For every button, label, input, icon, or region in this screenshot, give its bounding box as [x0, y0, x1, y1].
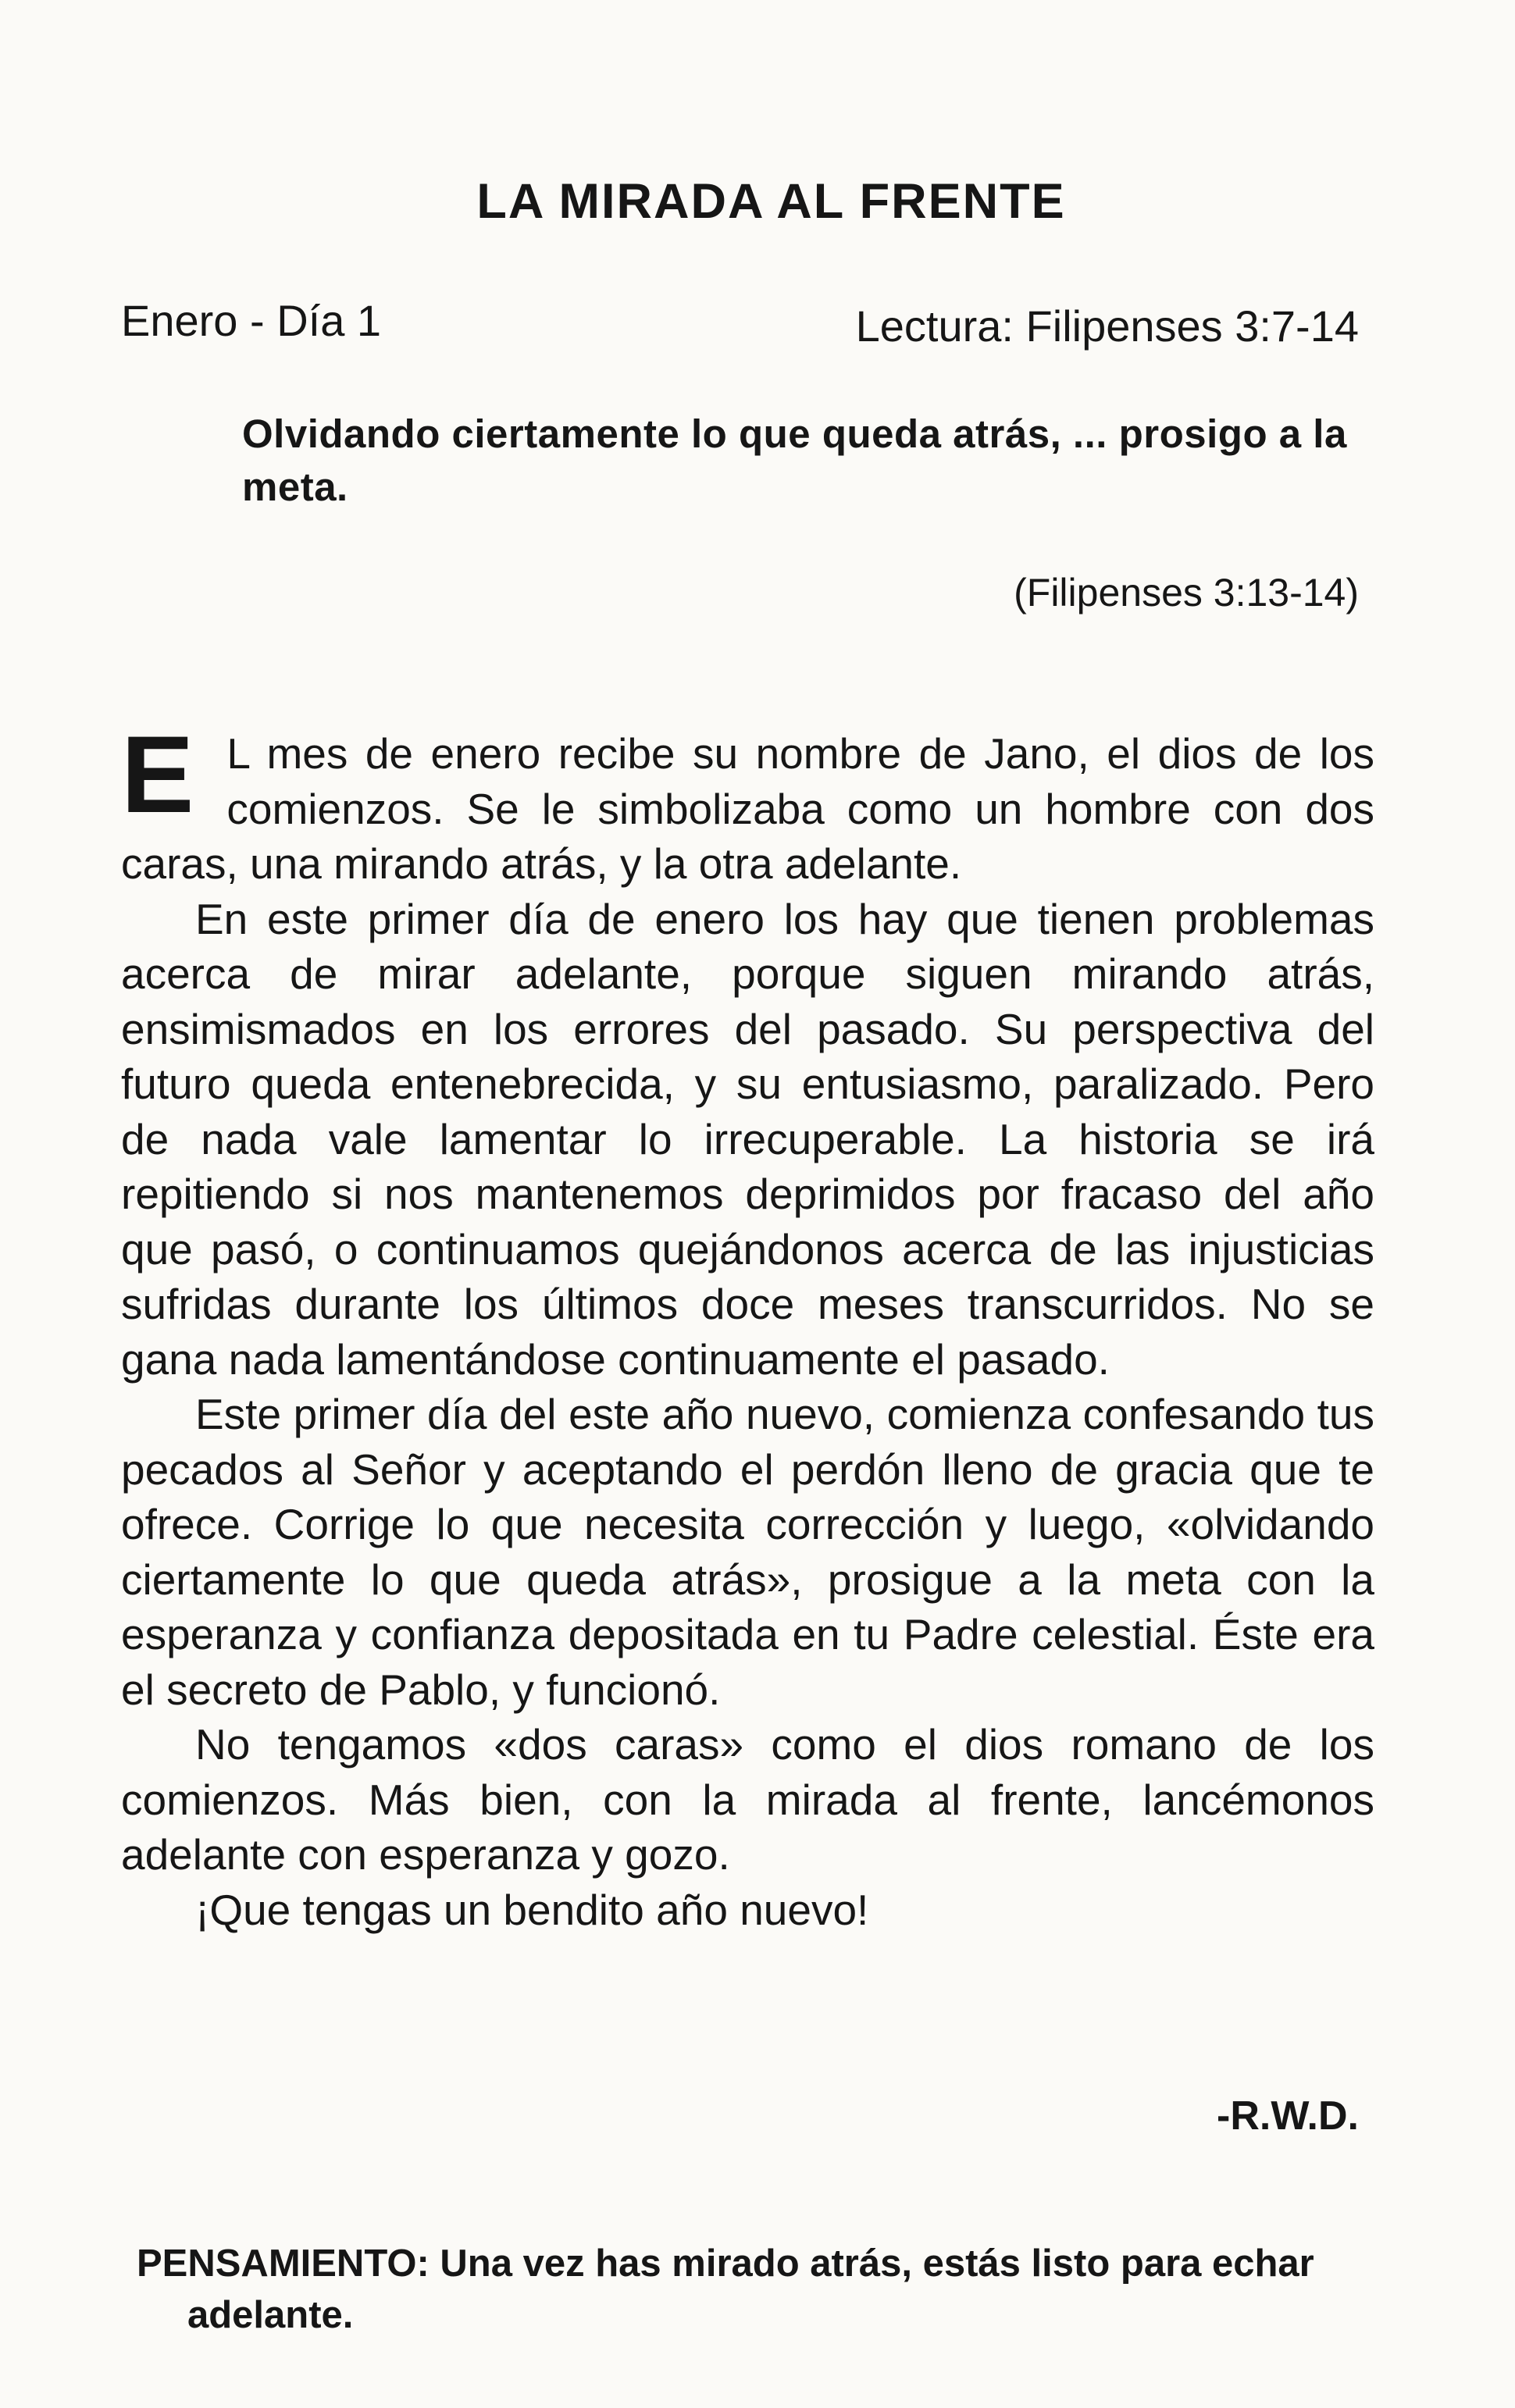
verse-reference: (Filipenses 3:13-14) [1014, 571, 1359, 614]
paragraph-1-text: L mes de enero recibe su nombre de Jano, el dios de los comienzos. Se le simbolizaba como un hombre con dos caras, una mirando atrás, y la otra adelante. [121, 729, 1374, 888]
key-verse: Olvidando ciertamente lo que queda atrás, ... prosigo a la meta. [242, 411, 1347, 509]
paragraph-5: ¡Que tengas un bendito año nuevo! [195, 1885, 869, 1934]
paragraph-1 [121, 713, 1374, 892]
paragraph-2: En este primer día de enero los hay que tienen problemas acerca de mirar adelante, porque siguen mirando atrás, ensimismados en los errores del pasado. Su perspectiva del futuro queda entenebrecida, y su entusiasmo, paralizado. Pero de nada vale lamentar lo irrecuperable. La historia se irá repitiendo si nos mantenemos deprimidos por fracaso del año que pasó, o continuamos quejándonos acerca de las injusticias sufridas durante los últimos doce meses transcurridos. No se gana nada lamentándose continuamente el pasado. [121, 894, 1374, 1384]
day-label: Enero - Día 1 [121, 296, 382, 345]
paragraph-3: Este primer día del este año nuevo, comienza confesando tus pecados al Señor y aceptando el perdón lleno de gracia que te ofrece. Corrige lo que necesita corrección y luego, «olvidando ciertamente lo que queda atrás», prosigue a la meta con la esperanza y confianza depositada en tu Padre celestial. Éste era el secreto de Pablo, y funcionó. [121, 1390, 1374, 1714]
paragraph-4: No tengamos «dos caras» como el dios romano de los comienzos. Más bien, con la mirada al frente, lancémonos adelante con esperanza y gozo. [121, 1720, 1374, 1879]
author-signature: -R.W.D. [1217, 2093, 1359, 2139]
page-title: LA MIRADA AL FRENTE [476, 174, 1066, 229]
drop-cap: E [121, 713, 194, 835]
thought-of-the-day: PENSAMIENTO: Una vez has mirado atrás, estás listo para echar adelante. [137, 2242, 1314, 2336]
reading-reference: Lectura: Filipenses 3:7-14 [855, 301, 1359, 351]
devotional-body [121, 713, 1374, 1937]
